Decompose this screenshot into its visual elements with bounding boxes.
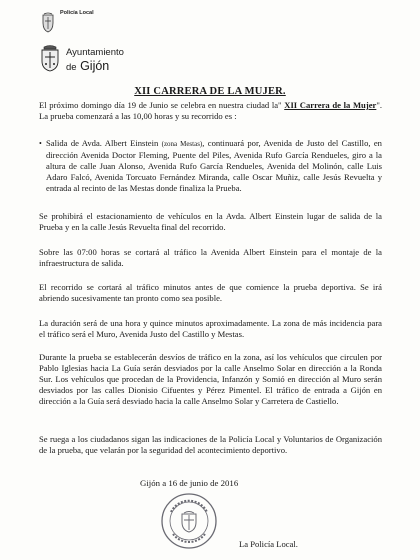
letterhead	[40, 10, 200, 80]
closure-paragraph	[39, 247, 382, 269]
city-label: Gijón	[80, 59, 110, 73]
detours-paragraph	[39, 352, 382, 407]
parking-text: Se prohibirá el estacionamiento de vehículos en la Avda. Albert Einstein lugar de salida de la Prueba y en la calle Jesús Revuelta final del recorrido.	[39, 211, 382, 233]
city-preposition: de	[66, 62, 77, 73]
intro-text-c: ". La prueba comenzará a las 10,00 horas y su recorrido es :	[39, 100, 383, 122]
duration-text: La duración será de una hora y quince minutos aproximadamente. La zona de más incidencia para el tráfico será el Muro, Avenida Justo del Castillo y Mestas.	[39, 318, 382, 340]
city-crest-icon	[40, 44, 60, 72]
police-stamp-icon	[160, 492, 218, 550]
city-council-name: Ayuntamiento	[66, 47, 124, 58]
closure-text: Sobre las 07:00 horas se cortará al tráfico la Avenida Albert Einstein para el montaje de la infraestructura de salida.	[39, 247, 382, 269]
intro-paragraph	[39, 100, 382, 122]
police-crest-icon	[40, 12, 56, 34]
intro-text-a: El próximo domingo día 19 de Junio se celebra en nuestra ciudad la"	[39, 100, 285, 110]
route-zone: (zona Mestas)	[161, 140, 203, 148]
date-line: Gijón a 16 de junio de 2016	[140, 478, 239, 488]
route-closure-paragraph	[39, 282, 382, 304]
route-list-item	[39, 138, 382, 194]
bullet-icon: •	[39, 139, 42, 148]
route-text-c: , continuará por, Avenida de Justo del Castillo, en dirección Avenida Doctor Fleming, Puente del Piles, Avenida Rufo García Rendueles, giro a la altura de calle Juan Alonso, Avenida Rufo García Rendueles, Avenida del Molinón, calle Luis Adaro Falcó, Avenida Torcuato Fernández Miranda, calle Oscar Muñiz, calle Jesús Revuelta y entrada al recinto de las Mestas donde finaliza la Prueba.	[46, 138, 382, 194]
request-text: Se ruega a los ciudadanos sigan las indicaciones de la Policía Local y Voluntarios de Organización de la prueba, que velarán por la seguridad del acontecimiento deportivo.	[39, 434, 382, 456]
route-closure-text: El recorrido se cortará al tráfico minutos antes de que comience la prueba deportiva. Se irá abriendo sucesivamente tan pronto como sea posible.	[39, 282, 382, 304]
parking-paragraph	[39, 211, 382, 233]
event-name: XII Carrera de la Mujer	[284, 100, 377, 110]
city-name	[66, 59, 109, 75]
duration-paragraph	[39, 318, 382, 340]
request-paragraph	[39, 434, 382, 456]
signature: La Policía Local.	[239, 539, 298, 549]
detours-text: Durante la prueba se establecerán desvíos de tráfico en la zona, así los vehículos que circulen por Pablo Iglesias hacia La Guía serán desviados por la calle Anselmo Solar en dirección a la Ronda Sur. Los vehículos que procedan de la Providencia, Infanzón y Somió en dirección al Muro serán desviados por las calles Dionisio Cifuentes y Pérez Pimentel. El tráfico de entrada a Gijón en dirección a la Guía será desviado hacia la calle Anselmo Solar y Carretera de Castiello.	[39, 352, 382, 407]
police-unit-label: Policía Local	[60, 10, 94, 16]
route-text-a: Salida de Avda. Albert Einstein	[46, 138, 162, 148]
document-title: XII CARRERA DE LA MUJER.	[134, 86, 286, 97]
